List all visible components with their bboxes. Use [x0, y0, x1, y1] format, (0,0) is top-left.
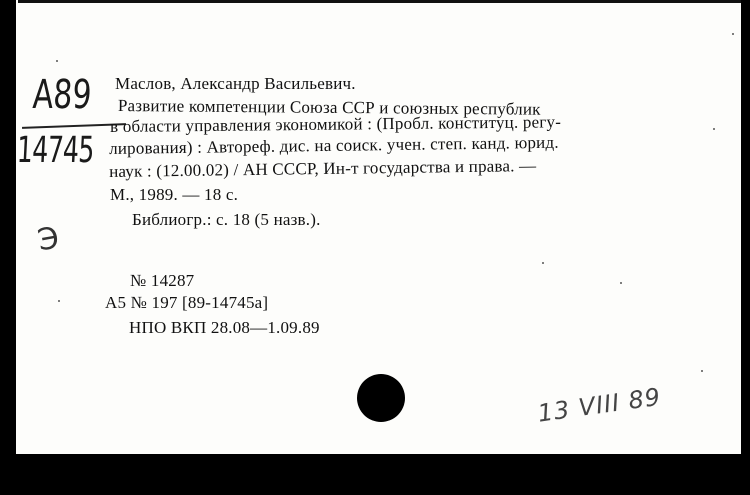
speck	[732, 33, 734, 35]
date-stamp-text: 13 VIII 89	[536, 382, 663, 428]
speck	[620, 282, 622, 284]
punch-hole	[357, 374, 405, 422]
speck	[542, 262, 544, 264]
shelfmark-bottom: 14745	[16, 130, 95, 171]
speck	[56, 60, 58, 62]
publication-line: М., 1989. — 18 с.	[110, 185, 239, 204]
speck	[701, 370, 703, 372]
registration-code: А5 № 197 [89-14745а]	[105, 293, 269, 312]
scan-edge-top	[18, 0, 747, 3]
title-line-3: лирования) : Автореф. дис. на соиск. учен. степ. канд. юрид.	[108, 132, 559, 158]
ordering-info: НПО ВКП 28.08—1.09.89	[129, 318, 320, 337]
catalog-card	[16, 0, 747, 454]
speck	[713, 128, 715, 130]
handwritten-mark: Э	[35, 220, 62, 259]
title-line-1: Развитие компетенции Союза ССР и союзных республик	[117, 96, 541, 119]
bibliography-line: Библиогр.: с. 18 (5 назв.).	[132, 210, 321, 229]
title-line-2: в области управления экономикой : (Пробл. конституц. регу-	[109, 112, 562, 136]
registration-number: № 14287	[130, 271, 195, 290]
speck	[58, 300, 60, 302]
shelfmark-top: А89	[31, 72, 93, 118]
date-stamp	[536, 383, 663, 428]
author-line: Маслов, Александр Васильевич.	[115, 74, 356, 93]
scan-edge-right	[741, 0, 750, 454]
title-line-4: наук : (12.00.02) / АН СССР, Ин-т государства и права. —	[108, 156, 537, 181]
